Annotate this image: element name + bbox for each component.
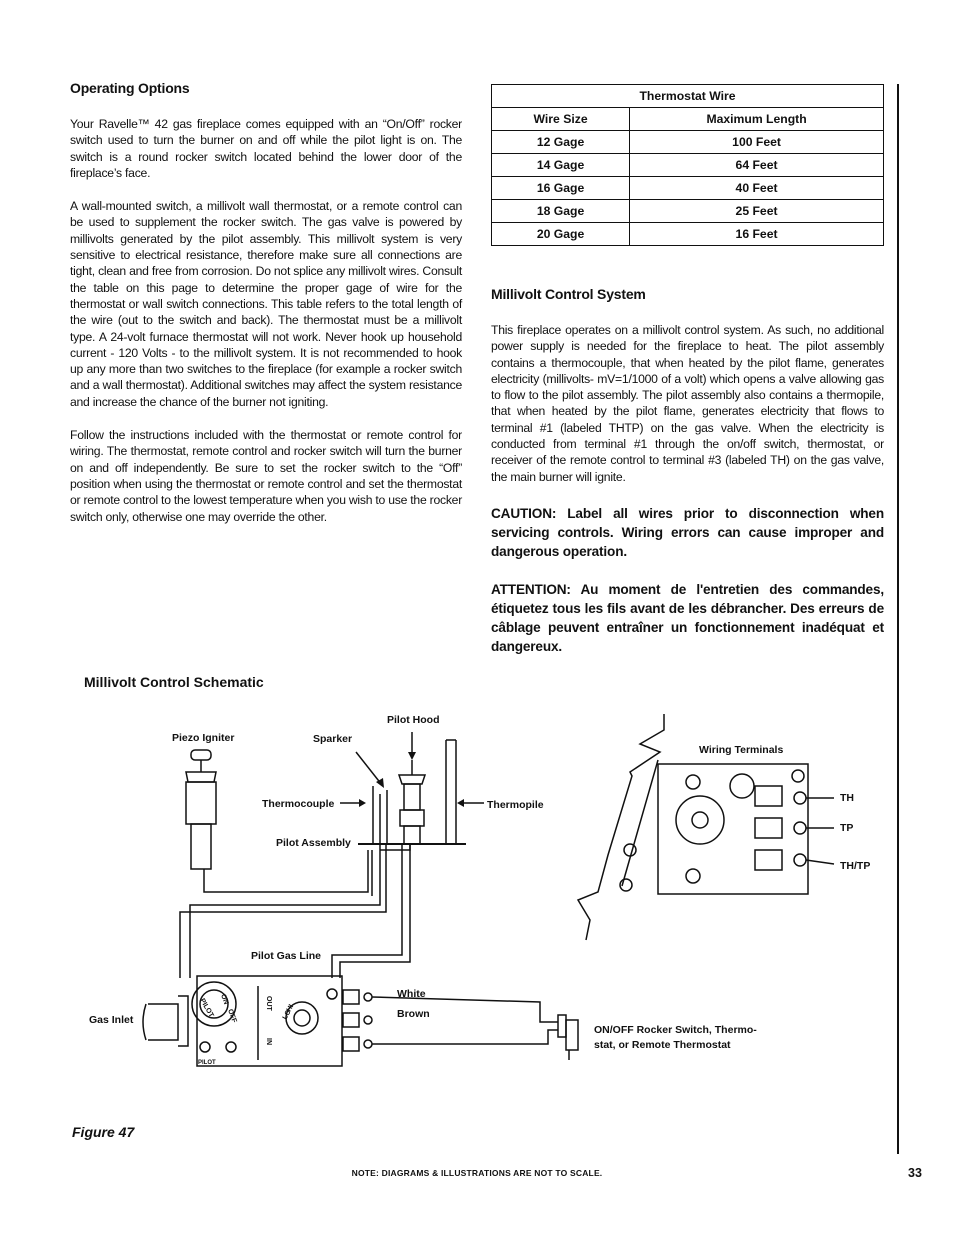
valve-in: IN: [265, 1038, 272, 1045]
label-tp: TP: [840, 822, 854, 834]
operating-options-p2: A wall-mounted switch, a millivolt wall thermostat, or a remote control can be used to supplement the rocker switch. The gas valve is powered by millivolts generated by the pilot assembly. This millivolt system is very sensitive to electrical resistance, therefore make sure all connections are tight, clean and free from corrosion. Do not splice any millivolt wires. Consult the table on this page to determine the proper gage of wire for the thermostat or wall switch connections. This table refers to the total length of the wire (out to the switch and back). The thermostat must be a millivolt type. A 24-volt furnace thermostat will not work. Never hook up household current - 120 Volts - to the millivolt system. It is not recommended to hook up any more than two switches to the fireplace (for example a rocker switch and a wall thermostat). Additional switches may affect the system resistance and increase the chance of the burner not igniting.: [70, 199, 462, 409]
footer-note: NOTE: DIAGRAMS & ILLUSTRATIONS ARE NOT TO SCALE.: [351, 1168, 603, 1178]
table-row: [492, 200, 884, 223]
valve-knob-pilot: PILOT: [198, 997, 215, 1019]
table-cell: 16 Gage: [492, 177, 630, 200]
label-switch-line1: ON/OFF Rocker Switch, Thermo-: [594, 1024, 757, 1036]
label-pilot-hood: Pilot Hood: [387, 714, 440, 726]
table-row: [492, 223, 884, 246]
table-row: [492, 131, 884, 154]
label-thermocouple: Thermocouple: [262, 798, 335, 810]
valve-pilot-mark: PILOT: [198, 1060, 216, 1066]
table-cell: 12 Gage: [492, 131, 630, 154]
table-cell: 18 Gage: [492, 200, 630, 223]
label-wiring-terminals: Wiring Terminals: [699, 744, 784, 756]
table-cell: 64 Feet: [630, 154, 884, 177]
table-cell: 25 Feet: [630, 200, 884, 223]
attention-text: ATTENTION: Au moment de l'entretien des commandes, étiquetez tous les fils avant de les débrancher. Des erreurs de câblage peuvent entraîner un fonctionnement inadéquat et dangereux.: [491, 581, 884, 654]
table-cell: 40 Feet: [630, 177, 884, 200]
valve-hi: HI: [285, 1003, 296, 1013]
table-cell: 16 Feet: [630, 223, 884, 246]
piezo-igniter-icon: [186, 750, 216, 869]
operating-options-p1: Your Ravelle™ 42 gas fireplace comes equipped with an “On/Off” rocker switch used to turn the burner on and off while the pilot light is on. The switch is a round rocker switch located behind the lower door of the fireplace’s face.: [70, 117, 462, 180]
label-switch-line2: stat, or Remote Thermostat: [594, 1039, 731, 1051]
table-header-max-length: Maximum Length: [630, 108, 884, 131]
gas-valve-icon: [192, 976, 342, 1066]
label-pilot-gas-line: Pilot Gas Line: [251, 950, 322, 962]
table-header-wire-size: Wire Size: [492, 108, 630, 131]
valve-knob-on: ON: [219, 993, 230, 1006]
millivolt-schematic-diagram: [0, 700, 954, 1120]
gas-inlet-icon: [143, 996, 188, 1046]
label-th: TH: [840, 792, 854, 804]
table-cell: 20 Gage: [492, 223, 630, 246]
valve-knob-off: OFF: [226, 1008, 238, 1024]
table-title: Thermostat Wire: [492, 85, 884, 108]
label-thermopile: Thermopile: [487, 799, 544, 811]
left-column: [70, 80, 462, 525]
operating-options-heading: Operating Options: [70, 80, 190, 96]
label-sparker: Sparker: [313, 733, 353, 745]
figure-label: Figure 47: [72, 1124, 135, 1140]
label-piezo-igniter: Piezo Igniter: [172, 732, 235, 744]
valve-terminals-icon: [343, 990, 372, 1051]
caution-text: CAUTION: Label all wires prior to disconnection when servicing controls. Wiring errors can cause improper and dangerous operation.: [491, 505, 884, 559]
label-th-tp: TH/TP: [840, 860, 871, 872]
schematic-title: Millivolt Control Schematic: [84, 674, 264, 690]
label-pilot-assembly: Pilot Assembly: [276, 837, 351, 849]
thermostat-wire-table: [491, 84, 884, 246]
label-white-wire: White: [397, 988, 426, 1000]
table-row: [492, 177, 884, 200]
millivolt-control-p1: This fireplace operates on a millivolt control system. As such, no additional power supply is needed for the fireplace to heat. The pilot assembly contains a thermocouple, that when heated by the pilot flame, generates electricity (millivolts- mV=1/1000 of a volt) which opens a valve allowing gas to flow to the pilot assembly. The pilot assembly also contains a thermopile, that when heated by the pilot flame, generates electricity that flows to terminal #1 (labeled THTP) on the gas valve. When the electricity is conducted from terminal #1 through the on/off switch, thermostat, or receiver of the remote control to terminal #3 (labeled TH) on the gas valve, the main burner will ignite.: [491, 323, 884, 484]
rocker-switch-icon: [558, 1015, 578, 1060]
table-cell: 14 Gage: [492, 154, 630, 177]
table-row: [492, 154, 884, 177]
right-column: [491, 84, 884, 656]
operating-options-p3: Follow the instructions included with the thermostat or remote control for wiring. The thermostat, remote control and rocker switch will turn the burner on and off independently. Be sure to set the rocker switch to the “Off” position when using the thermostat or remote control and set the thermostat or remote control to the lowest temperature when you wish to use the rocker switch only, otherwise one may override the other.: [70, 428, 462, 524]
valve-lo: LO: [281, 1009, 293, 1021]
page-number: 33: [908, 1166, 922, 1180]
label-gas-inlet: Gas Inlet: [89, 1014, 134, 1026]
valve-out: OUT: [265, 996, 272, 1011]
label-brown-wire: Brown: [397, 1008, 430, 1020]
table-cell: 100 Feet: [630, 131, 884, 154]
millivolt-control-heading: Millivolt Control System: [491, 286, 646, 302]
